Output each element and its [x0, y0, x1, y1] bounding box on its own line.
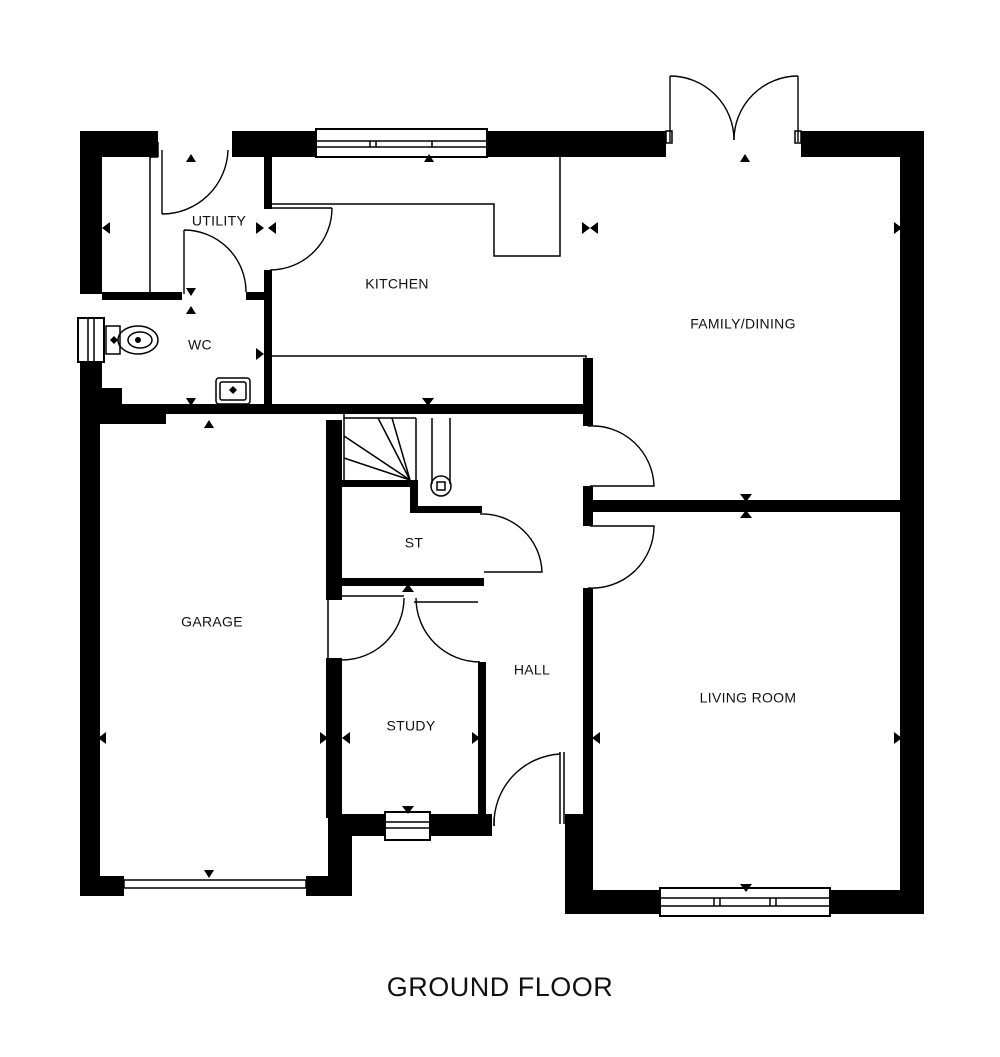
- kitchen-island: [272, 356, 586, 404]
- toilet-icon: [106, 326, 158, 354]
- room-labels: [181, 213, 796, 734]
- label-hall: HALL: [513, 661, 551, 678]
- label-st: ST: [404, 534, 424, 551]
- label-living-room: LIVING ROOM: [699, 689, 797, 706]
- wc-fixtures: [106, 326, 250, 404]
- external-walls: [80, 131, 924, 914]
- kitchen-counter: [272, 157, 560, 256]
- fixtures: [124, 142, 586, 888]
- garage-door: [124, 880, 306, 888]
- basin-icon: [216, 378, 250, 404]
- label-kitchen: KITCHEN: [365, 275, 429, 292]
- family-french-doors: [666, 76, 801, 143]
- label-family-dining: FAMILY/DINING: [690, 315, 796, 332]
- label-study: STUDY: [386, 717, 436, 734]
- dimension-markers: [98, 154, 902, 892]
- label-wc: WC: [188, 336, 212, 353]
- label-utility: UTILITY: [191, 212, 247, 229]
- kitchen-window: [316, 129, 487, 157]
- internal-walls: [80, 157, 900, 822]
- study-window: [385, 812, 430, 840]
- utility-window: [78, 318, 104, 362]
- living-window: [660, 888, 830, 916]
- windows: [78, 76, 830, 916]
- label-garage: GARAGE: [181, 613, 243, 630]
- floor-caption: GROUND FLOOR: [386, 972, 614, 1002]
